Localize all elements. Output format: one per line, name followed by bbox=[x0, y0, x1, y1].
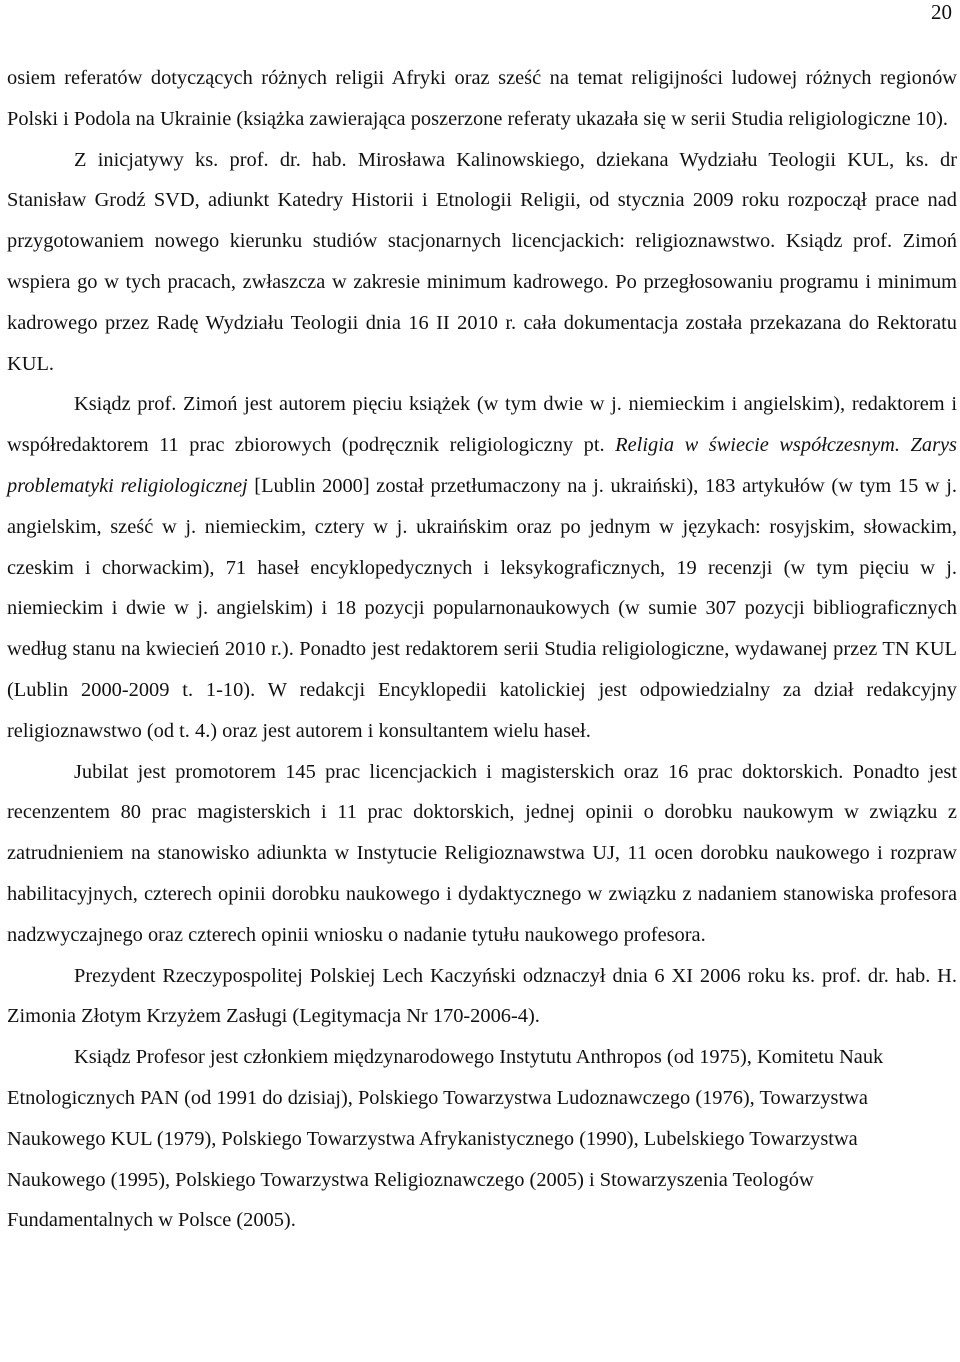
paragraph-memberships: Ksiądz Profesor jest członkiem międzynarodowego Instytutu Anthropos (od 1975), Komitetu Nauk Etnologicznych PAN (od 1991 do dzisiaj), Polskiego Towarzystwa Ludoznawczego (1976), Towarzystwa Naukowego KUL (1979), Polskiego Towarzystwa Afrykanistycznego (1990), Lubelskiego Towarzystwa Naukowego (1995), Polskiego Towarzystwa Religioznawczego (2005) i Stowarzyszenia Teologów Fundamentalnych w Polsce (2005). bbox=[7, 1046, 884, 1232]
paragraph-religious-studies: Z inicjatywy ks. prof. dr. hab. Mirosława Kalinowskiego, dziekana Wydziału Teologii KUL, ks. dr Stanisław Grodź SVD, adiunkt Katedry Historii i Etnologii Religii, od stycznia 2009 roku rozpoczął prace nad przygotowaniem nowego kierunku studiów stacjonarnych licencjackich: religioznawstwo. Ksiądz prof. Zimoń wspiera go w tych pracach, zwłaszcza w zakresie minimum kadrowego. Po przegłosowaniu programu i minimum kadrowego przez Radę Wydziału Teologii dnia 16 II 2010 r. cała dokumentacja została przekazana do Rektoratu KUL. bbox=[7, 148, 957, 375]
page-number: 20 bbox=[931, 0, 952, 24]
paragraph-award: Prezydent Rzeczypospolitej Polskiej Lech Kaczyński odznaczył dnia 6 XI 2006 roku ks. prof. dr. hab. H. Zimonia Złotym Krzyżem Zasługi (Legitymacja Nr 170-2006-4). bbox=[7, 964, 957, 1028]
paragraph-continuation: osiem referatów dotyczących różnych religii Afryki oraz sześć na temat religijności ludowej różnych regionów Polski i Podola na Ukrainie (książka zawierająca poszerzone referaty ukazała się w serii Studia religiologiczne 10). bbox=[7, 67, 957, 130]
paragraph-promotions: Jubilat jest promotorem 145 prac licencjackich i magisterskich oraz 16 prac doktorskich. Ponadto jest recenzentem 80 prac magisterskich i 11 prac doktorskich, jednej opinii o dorobku naukowym w związku z zatrudnieniem na stanowisko adiunkta w Instytucie Religioznawstwa UJ, 11 ocen dorobku naukowego i rozpraw habilitacyjnych, czterech opinii dorobku naukowego i dydaktycznego w związku z nadaniem stanowiska profesora nadzwyczajnego oraz czterech opinii wniosku o nadanie tytułu naukowego profesora. bbox=[7, 760, 957, 946]
book-title-2: Zarys problematyki religiologicznej bbox=[7, 434, 957, 497]
publications-text-a: Ksiądz prof. Zimoń jest autorem pięciu książek (w tym dwie w j. niemieckim i angielskim), redaktorem i współredaktorem 11 prac zbiorowych (podręcznik religiologiczny pt. bbox=[7, 393, 957, 457]
paragraph-publications bbox=[7, 384, 957, 751]
publications-text-b bbox=[900, 434, 911, 456]
book-title-1: Religia w świecie współczesnym. bbox=[615, 434, 900, 457]
publications-text-c: [Lublin 2000] został przetłumaczony na j. ukraiński), 183 artykułów (w tym 15 w j. angielskim, sześć w j. niemieckim, cztery w j. ukraińskim oraz po jednym w językach: rosyjskim, słowackim, czeskim i chorwackim), 71 haseł encyklopedycznych i leksykograficznych, 19 recenzji (w tym pięciu w j. niemieckim i dwie w j. angielskim) i 18 pozycji popularnonaukowych (w sumie 307 pozycji bibliograficznych według stanu na kwiecień 2010 r.). Ponadto jest redaktorem serii Studia religiologiczne, wydawanej przez TN KUL (Lublin 2000-2009 t. 1-10). W redakcji Encyklopedii katolickiej jest odpowiedzialny za dział redakcyjny religioznawstwo (od t. 4.) oraz jest autorem i konsultantem wielu haseł. bbox=[7, 474, 957, 742]
body-text bbox=[7, 58, 957, 1241]
